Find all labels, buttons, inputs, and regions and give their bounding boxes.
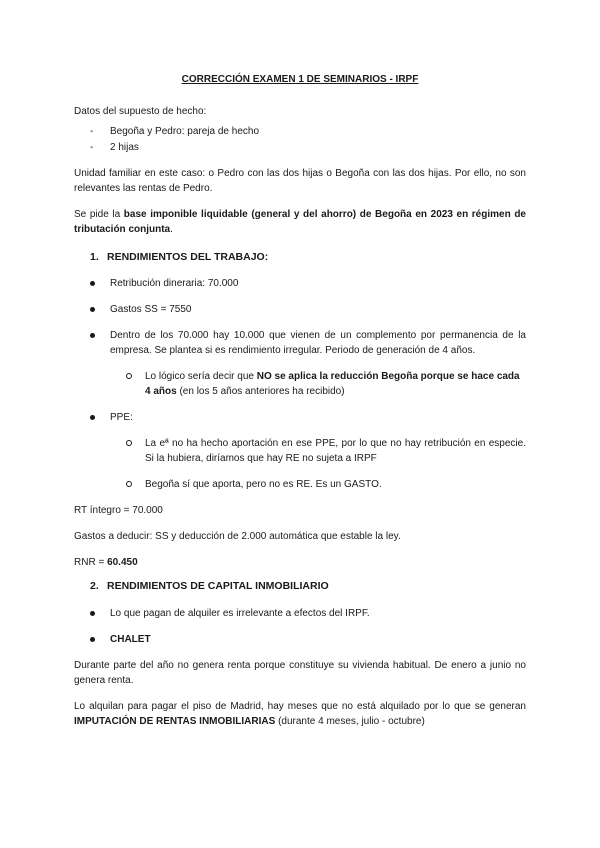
fact-item bbox=[90, 140, 139, 155]
section-title: RENDIMIENTOS DEL TRABAJO: bbox=[107, 251, 269, 263]
request-paragraph bbox=[74, 207, 526, 237]
alquiler-paragraph bbox=[74, 699, 526, 729]
gastos-line: Gastos a deducir: SS y deducción de 2.000 automática que estable la ley. bbox=[74, 531, 401, 542]
request-pre: Se pide la bbox=[74, 209, 124, 220]
family-paragraph: Unidad familiar en este caso: o Pedro con las dos hijas o Begoña con las dos hijas. Por ello, no son relevantes las rentas de Pedro. bbox=[74, 168, 526, 194]
sub-text: La eª no ha hecho aportación en ese PPE, por lo que no hay retribución en especie. Si la hubiera, diríamos que hay RE no sujeta a IRPF bbox=[145, 438, 526, 464]
sub-text: Begoña sí que aporta, pero no es RE. Es un GASTO. bbox=[145, 479, 382, 490]
bullet-icon bbox=[90, 611, 95, 616]
sub-text-bold: NO se aplica la reducción Begoña porque se hace cada 4 años bbox=[145, 371, 520, 397]
bullet-item bbox=[90, 328, 526, 358]
dash-mark: - bbox=[90, 142, 94, 153]
bullet-item bbox=[90, 302, 526, 317]
intro-text: Datos del supuesto de hecho: bbox=[74, 106, 207, 117]
bullet-item bbox=[90, 632, 526, 647]
fact-item bbox=[90, 124, 259, 139]
bullet-icon bbox=[90, 415, 95, 420]
bullet-item bbox=[90, 606, 526, 621]
sub-text-pre: Lo lógico sería decir que bbox=[145, 371, 257, 382]
rnr-line bbox=[74, 555, 526, 570]
bullet-icon bbox=[90, 333, 95, 338]
rnr-label: RNR = bbox=[74, 557, 108, 568]
alquiler-post: (durante 4 meses, julio - octubre) bbox=[275, 716, 425, 727]
section-2-heading bbox=[90, 579, 542, 594]
bullet-item bbox=[90, 276, 526, 291]
sub-bullet-item bbox=[126, 369, 526, 399]
document-title: CORRECCIÓN EXAMEN 1 DE SEMINARIOS - IRPF bbox=[181, 74, 419, 85]
rnr-value: 60.450 bbox=[107, 557, 138, 568]
bullet-text: Retribución dineraria: 70.000 bbox=[110, 278, 239, 289]
request-post: . bbox=[170, 224, 173, 235]
bullet-icon bbox=[90, 281, 95, 286]
sub-bullet-item bbox=[126, 477, 526, 492]
bullet-text: CHALET bbox=[110, 634, 151, 645]
sub-bullet-item bbox=[126, 436, 526, 466]
section-number: 2. bbox=[90, 580, 99, 592]
request-bold: base imponible liquidable (general y del ahorro) de Begoña en 2023 en régimen de tributación conjunta bbox=[74, 209, 526, 235]
bullet-text: PPE: bbox=[110, 412, 133, 423]
bullet-icon bbox=[90, 637, 95, 642]
chalet-paragraph: Durante parte del año no genera renta porque constituye su vivienda habitual. De enero a junio no genera renta. bbox=[74, 660, 526, 686]
dash-mark: - bbox=[90, 126, 94, 137]
bullet-icon bbox=[90, 307, 95, 312]
section-title: RENDIMIENTOS DE CAPITAL INMOBILIARIO bbox=[107, 580, 329, 592]
rt-integro-line: RT íntegro = 70.000 bbox=[74, 505, 163, 516]
sub-text-post: (en los 5 años anteriores ha recibido) bbox=[176, 386, 345, 397]
circle-bullet-icon bbox=[126, 440, 132, 446]
circle-bullet-icon bbox=[126, 373, 132, 379]
circle-bullet-icon bbox=[126, 481, 132, 487]
section-number: 1. bbox=[90, 251, 99, 263]
bullet-item bbox=[90, 410, 526, 425]
alquiler-pre: Lo alquilan para pagar el piso de Madrid, hay meses que no está alquilado por lo que se generan bbox=[74, 701, 526, 712]
fact-text: Begoña y Pedro: pareja de hecho bbox=[110, 126, 259, 137]
bullet-text: Dentro de los 70.000 hay 10.000 que vienen de un complemento por permanencia de la empresa. Se plantea si es rendimiento irregular. Periodo de generación de 4 años. bbox=[110, 330, 526, 356]
section-1-heading bbox=[90, 250, 542, 265]
bullet-text: Lo que pagan de alquiler es irrelevante a efectos del IRPF. bbox=[110, 608, 370, 619]
fact-text: 2 hijas bbox=[110, 142, 139, 153]
bullet-text: Gastos SS = 7550 bbox=[110, 304, 192, 315]
alquiler-bold: IMPUTACIÓN DE RENTAS INMOBILIARIAS bbox=[74, 716, 276, 727]
